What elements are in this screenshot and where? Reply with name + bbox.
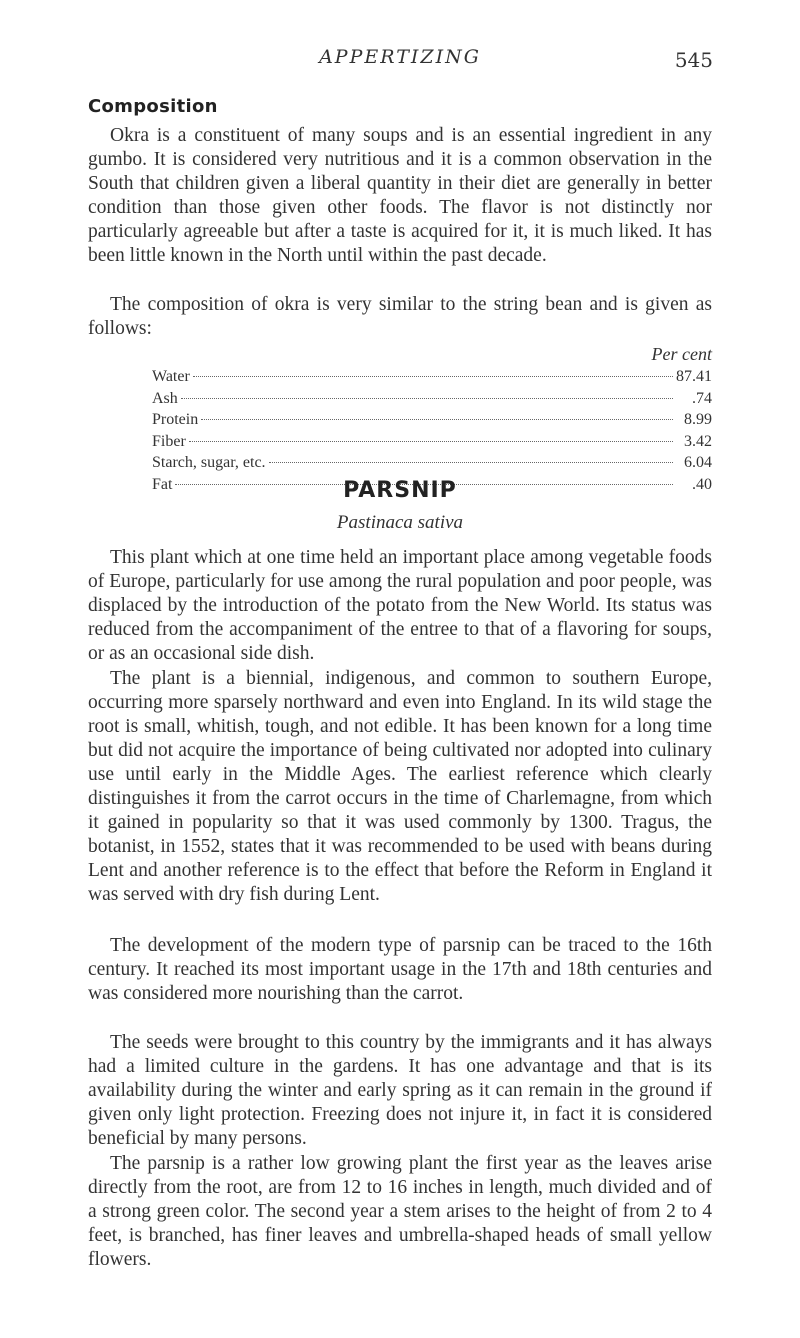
composition-table [152,342,712,495]
row-value: 8.99 [684,411,712,428]
row-value: 3.42 [684,432,712,450]
parsnip-paragraph-2: The plant is a biennial, indigenous, and common to southern Europe, occurring more sparsely northward and even into England. In its wild stage the root is small, whitish, tough, and not edible. It has been known for a long time but did not acquire the importance of being cultivated nor adopted into culinary use until early in the Middle Ages. The earliest reference which clearly distinguishes it from the carrot occurs in the time of Charlemagne, from which it gained in popularity so that it was used commonly by 1300. Tragus, the botanist, in 1552, states that it was recommended to be used with beans during Lent and another reference is to the effect that before the Reform in England it was served with dry fish during Lent. [88,668,712,905]
row-label: Ash [152,389,178,407]
composition-table-header: Per cent [651,344,712,364]
row-label: Water [152,368,190,385]
dot-leader [201,419,673,420]
parsnip-paragraph-1: This plant which at one time held an important place among vegetable foods of Europe, particularly for use among the rural population and poor people, was displaced by the introduction of the potato from the New World. Its status was reduced from the accompaniment of the entree to that of a flavoring for soups, or as an occasional side dish. [88,547,712,664]
row-label: Fiber [152,432,186,450]
composition-heading: Composition [88,96,218,117]
running-head [0,46,800,76]
table-row [152,366,712,388]
parsnip-paragraph-3: The development of the modern type of parsnip can be traced to the 16th century. It reached its most important usage in the 17th and 18th centuries and was considered more nourishing than the carrot. [88,935,712,1004]
row-value: .40 [692,475,712,493]
row-value: .74 [692,389,712,407]
table-row [152,431,712,453]
table-row [152,452,712,474]
row-label: Fat [152,475,173,493]
dot-leader [181,398,673,399]
dot-leader [269,462,673,463]
table-row [152,409,712,431]
row-label: Protein [152,411,199,428]
row-label: Starch, sugar, etc. [152,454,266,471]
page-number: 545 [674,48,713,72]
parsnip-paragraph-4: The seeds were brought to this country by the immigrants and it has always had a limited culture in the gardens. It has one advantage and that is its availability during the winter and early spring as it can remain in the ground if given only light protection. Freezing does not injure it, in fact it is considered beneficial by many persons. [88,1032,712,1149]
parsnip-scientific-name: Pastinaca sativa [336,512,464,533]
composition-intro-paragraph: The composition of okra is very similar to the string bean and is given as follows: [88,294,712,339]
dot-leader [193,376,673,377]
parsnip-paragraph-5: The parsnip is a rather low growing plant the first year as the leaves arise directly from the root, are from 12 to 16 inches in length, much divided and of a strong green color. The second year a stem arises to the height of from 2 to 4 feet, is branched, has finer leaves and umbrella-shaped heads of small yellow flowers. [88,1153,712,1270]
table-row [152,388,712,410]
okra-paragraph: Okra is a constituent of many soups and is an essential ingredient in any gumbo. It is considered very nutritious and it is a common observation in the South that children given a liberal quantity in their diet are generally in better condition than those given other foods. The flavor is not distinctly nor particularly agreeable but after a taste is acquired for it, it is much liked. It has been little known in the North until within the past decade. [88,125,712,266]
dot-leader [189,441,673,442]
row-value: 6.04 [684,454,712,471]
running-title: APPERTIZING [319,46,481,68]
row-value: 87.41 [676,368,712,385]
parsnip-heading: PARSNIP [343,478,457,503]
